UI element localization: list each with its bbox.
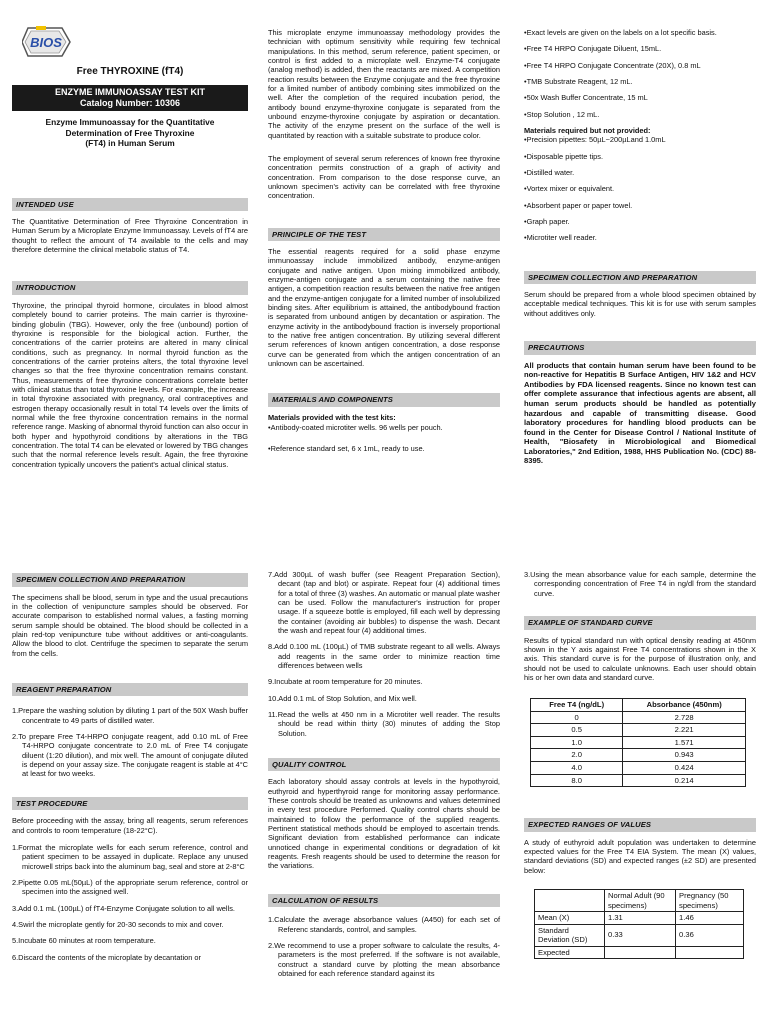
required-item: •Vortex mixer or equivalent. xyxy=(524,184,615,194)
test-step: 10.Add 0.1 mL of Stop Solution, and Mix well. xyxy=(268,693,417,703)
table-cell: 0 xyxy=(531,711,623,724)
table-cell: 1.0 xyxy=(531,736,623,749)
reagent-step: 1.Prepare the washing solution by diluting 1 part of the 50X Wash buffer concentrate to 49 parts of distilled water. xyxy=(12,706,248,725)
intended-use-heading: INTENDED USE xyxy=(12,198,248,212)
document-subtitle xyxy=(12,117,248,149)
required-item: •Distilled water. xyxy=(524,167,575,177)
test-intro: Before proceeding with the assay, bring all reagents, serum references and controls to room temperature (18-22°C). xyxy=(12,816,248,835)
test-step: 9.Incubate at room temperature for 20 minutes. xyxy=(268,677,423,687)
test-step: 6.Discard the contents of the microplate by decantation or xyxy=(12,952,201,962)
precautions-text: All products that contain human serum have been found to be non-reactive for Hepatitis B Surface Antigen, HIV 1&2 and HCV Antibodies by FDA licensed reagents. Since no known test can offer complete assurance that infectious agents are absent, all human serum products should be handled as potentially hazardous and capable of transmitting disease. Good laboratory procedures for handling blood products can be found in the Center for Disease Control / National Institute of Health, "Biosafety in Microbiological and Biomedical Laboratories," 2nd Edition, 1988, HHS Publication No. (CDC) 88-8395. xyxy=(524,360,756,466)
precautions-heading: PRECAUTIONS xyxy=(524,341,756,355)
table-cell: 0.36 xyxy=(676,924,744,946)
table-cell: 2.0 xyxy=(531,749,623,762)
materials-item: •Reference standard set, 6 x 1mL, ready to use. xyxy=(268,443,425,453)
table-cell: 8.0 xyxy=(531,774,623,787)
calculation-step: 3.Using the mean absorbance value for each sample, determine the corresponding concentration of Free T4 in ng/dl from the standard curve. xyxy=(524,570,756,598)
page1-column-2 xyxy=(268,28,500,460)
test-step: 11.Read the wells at 450 nm in a Microtiter well reader. The results should be read within thirty (30) minutes of adding the Stop Solution. xyxy=(268,709,500,738)
logo-text: BIOS xyxy=(30,35,62,50)
test-step: 7.Add 300µL of wash buffer (see Reagent Preparation Section), decant (tap and blot) or aspirate. Repeat four (4) additional times for a total of three (3) washes. An automatic or manual plate washer can be used. Follow the manufacturer's instruction for proper usage. If a squeeze bottle is employed, fill each well by depressing the container (avoiding air bubbles) to dispense the wash. Decant the wash and repeat four (4) additional times. xyxy=(268,570,500,635)
materials-heading: MATERIALS AND COMPONENTS xyxy=(268,393,500,407)
page1-column-1 xyxy=(12,22,248,473)
component-item: •50x Wash Buffer Concentrate, 15 mL xyxy=(524,93,648,103)
table-cell: 0.5 xyxy=(531,724,623,737)
specimen-heading-2: SPECIMEN COLLECTION AND PREPARATION xyxy=(12,573,248,587)
table-header-cell: Free T4 (ng/dL) xyxy=(531,699,623,712)
table-cell: 1.31 xyxy=(605,912,676,925)
page2-column-3 xyxy=(524,570,756,959)
table-cell xyxy=(676,946,744,959)
example-curve-heading: EXAMPLE OF STANDARD CURVE xyxy=(524,616,756,630)
specimen-text-2: The specimens shall be blood, serum in type and the usual precautions in the collection of venipuncture samples should be observed. For accurate comparison to established normal values, a fasting morning serum sample should be obtained. The blood should be collected in a plain red-top venipuncture tube without additives or anti-coagulants. Allow the blood to clot. Centrifuge the specimen to separate the serum from the cells. xyxy=(12,592,248,658)
test-step: 1.Format the microplate wells for each serum reference, control and patient specimen to be assayed in duplicate. Replace any unused microwell strips back into the aluminum bag, seal and store at 2-8°C xyxy=(12,842,248,871)
quality-control-text: Each laboratory should assay controls at levels in the hypothyroid, euthyroid and hyperthyroid range for monitoring assay performance. These controls should be treated as unknowns and values determined in every test procedure Performed. Quality control charts should be maintained to follow the performance of the supplied reagents. Pertinent statistical methods should be employed to ascertain trends. Significant deviation from established performance can indicate unnoticed change in experimental conditions or degradation of kit reagents. Fresh reagents should be used to determine the reason for the variations. xyxy=(268,777,500,871)
component-item: •Stop Solution , 12 mL. xyxy=(524,109,600,119)
table-cell: Mean (X) xyxy=(535,912,605,925)
subtitle-line-3: (FT4) in Human Serum xyxy=(85,138,175,149)
page2-column-1 xyxy=(12,566,248,969)
method-text: This microplate enzyme immunoassay methodology provides the technician with optimum sensitivity while requiring few technical manipulations. In this method, serum reference, patient specimen, or control is first added to a microplate well. Enzyme-T4 conjugate (analog method) is added, then the reactants are mixed. A competition reaction results between the Enzyme conjugate and the free thyroxine for a limited number of antibody combining sites immobilized on the well. After the completion of the required incubation period, the antibody bound enzyme-thyroxine conjugate is separated from the unbound enzyme-thyroxine conjugate by aspiration or decantation. The activity of the enzyme present on the surface of the well is quantitated by reaction with a suitable substrate to produce color. xyxy=(268,28,500,140)
table-header-cell: Absorbance (450nm) xyxy=(623,699,746,712)
table-row xyxy=(531,749,746,762)
materials-item: •Antibody-coated microtiter wells. 96 wells per pouch. xyxy=(268,423,443,433)
bios-logo-icon xyxy=(22,25,74,59)
product-title: Free THYROXINE (fT4) xyxy=(76,66,184,77)
kit-line-1: ENZYME IMMUNOASSAY TEST KIT xyxy=(54,86,206,97)
standard-curve-text: The employment of several serum references of known free thyroxine concentration permits construction of a graph of activity and concentration. From comparison to the dose response curve, an unknown specimen's activity can be correlated with free thyroxine concentration. xyxy=(268,153,500,201)
required-item: •Disposable pipette tips. xyxy=(524,151,604,161)
subtitle-line-1: Enzyme Immunoassay for the Quantitative xyxy=(45,117,215,128)
calculation-heading: CALCULATION OF RESULTS xyxy=(268,894,500,908)
table-cell: 4.0 xyxy=(531,762,623,775)
table-cell: 2.728 xyxy=(623,711,746,724)
quality-control-heading: QUALITY CONTROL xyxy=(268,758,500,772)
subtitle-line-2: Determination of Free Thyroxine xyxy=(65,127,195,138)
test-step: 5.Incubate 60 minutes at room temperature. xyxy=(12,936,156,946)
table-header-cell xyxy=(535,890,605,912)
test-step: 2.Pipette 0.05 mL(50µL) of the appropriate serum reference, control or specimen into the assigned well. xyxy=(12,877,248,897)
specimen-heading: SPECIMEN COLLECTION AND PREPARATION xyxy=(524,271,756,285)
table-row xyxy=(535,924,744,946)
component-item: •TMB Substrate Reagent, 12 mL. xyxy=(524,76,633,86)
table-cell: 0.214 xyxy=(623,774,746,787)
required-item: •Graph paper. xyxy=(524,216,570,226)
expected-ranges-text: A study of euthyroid adult population was undertaken to determine expected values for the Free T4 EIA System. The mean (X) values, standard deviations (SD) and expected ranges (±2 SD) are presented below: xyxy=(524,837,756,875)
test-step: 8.Add 0.100 mL (100µL) of TMB substrate regeant to all wells. Always add reagents in the same order to minimize reaction time differences between wells xyxy=(268,642,500,670)
table-cell: 1.571 xyxy=(623,736,746,749)
table-header-cell: Normal Adult (90 specimens) xyxy=(605,890,676,912)
test-step: 4.Swirl the microplate gently for 20-30 seconds to mix and cover. xyxy=(12,919,224,929)
required-materials-label: Materials required but not provided: xyxy=(524,125,651,135)
table-row xyxy=(531,724,746,737)
table-row xyxy=(531,736,746,749)
example-curve-text: Results of typical standard run with optical density reading at 450nm shown in the Y axis against Free T4 concentrations shown in the X axis. This standard curve is for the purpose of illustration only, and should not be used to calculate unknowns. Each user should obtain his or her own data and standard curve. xyxy=(524,635,756,682)
expected-ranges-table xyxy=(534,889,744,959)
table-row xyxy=(535,912,744,925)
page2-column-2 xyxy=(268,570,500,985)
standard-curve-table xyxy=(530,698,746,787)
page1-column-3 xyxy=(524,28,756,470)
component-item: •Exact levels are given on the labels on a lot specific basis. xyxy=(524,28,717,37)
required-item: •Precision pipettes: 50µL~200µLand 1.0mL xyxy=(524,135,666,145)
required-item: •Microtiter well reader. xyxy=(524,233,597,243)
materials-provided-label: Materials provided with the test kits: xyxy=(268,412,396,422)
bios-logo xyxy=(22,24,248,60)
calculation-step: 2.We recommend to use a proper software to calculate the results, 4-parameters is the most preferred. If the software is not available, construct a standard curve by plotting the mean absorbance obtained for each reference standard against its xyxy=(268,940,500,978)
component-item: •Free T4 HRPO Conjugate Concentrate (20X), 0.8 mL xyxy=(524,60,701,70)
table-cell: 0.424 xyxy=(623,762,746,775)
table-row xyxy=(531,774,746,787)
table-cell: 2.221 xyxy=(623,724,746,737)
table-cell: Standard Deviation (SD) xyxy=(535,924,605,946)
introduction-heading: INTRODUCTION xyxy=(12,281,248,295)
test-procedure-heading: TEST PROCEDURE xyxy=(12,797,248,811)
required-item: •Absorbent paper or paper towel. xyxy=(524,200,633,210)
table-cell: 0.943 xyxy=(623,749,746,762)
table-row xyxy=(531,762,746,775)
table-cell: Expected xyxy=(535,946,605,959)
component-item: •Free T4 HRPO Conjugate Diluent, 15mL. xyxy=(524,44,662,54)
principle-text: The essential reagents required for a solid phase enzyme immunoassay include immobilized antibody, enzyme-antigen conjugate and native antigen. Upon mixing immobilized antibody, enzyme-antigen conjugate and a serum containing the native free antigen, a competition reaction results between the native free antigen and the enzyme-antigen conjugate for a limited number of insolubilized binding sites. After equilibrium is attained, the antibodybound fraction is separated from unbound antigen by decantation or aspiration. The enzyme activity in the antibodybound fraction is inversely proportional to the native free antigen concentration. By utilizing several different serum references of known antigen concentration, a dose response curve can be generated from which the antigen concentration of an unknown can be ascertained. xyxy=(268,247,500,369)
expected-ranges-heading: EXPECTED RANGES OF VALUES xyxy=(524,818,756,832)
table-row xyxy=(535,946,744,959)
reagent-heading: REAGENT PREPARATION xyxy=(12,683,248,697)
table-cell xyxy=(605,946,676,959)
table-header-cell: Pregnancy (50 specimens) xyxy=(676,890,744,912)
intended-use-text: The Quantitative Determination of Free Thyroxine Concentration in Human Serum by a Microplate Enzyme Immunoassay. Levels of fT4 are thought to reflect the amount of T4 available to the cells and may therefore determine the clinical metabolic status of T4. xyxy=(12,217,248,255)
table-row xyxy=(531,711,746,724)
introduction-text: Thyroxine, the principal thyroid hormone, circulates in blood almost completely bound to carrier proteins. The main carrier is thyroxine-binding globulin (TBG). However, only the free (unbound) portion of thyroxine is responsible for the biological action. Further, the concentrations of the carrier proteins are altered in many clinical conditions, such as pregnancy. In normal thyroid function as the concentrations of the carrier proteins alters, the total thyroxine level changes so that the free thyroxine concentration remains constant. Thus, measurements of free thyroxine concentrations correlate better with clinical status than total thyroxine levels. For example, the increase in total thyroxine associated with pregnancy, oral contraceptives and estrogen therapy occasionally result in total T4 levels over the limits of normal while the free thyroxine concentration remains in the normal reference range. Masking of abnormal thyroid function can also occur in both hyper and hypothyroid conditions by alterations in the TBG concentration. The total T4 can be elevated or lowered by TBG changes such that the normal reference levels result. Again, the free thyroxine concentration typically uncovers the patient's actual clinical status. xyxy=(12,301,248,469)
kit-banner xyxy=(12,85,248,112)
reagent-step: 2.To prepare Free T4-HRPO conjugate reagent, add 0.10 mL of Free T4-HRPO conjugate concentrate to 2.0 mL of Free T4 conjugate diluent (1:20 dilution), and mix well. The amount of conjugate diluted is depend on your assay size. The conjugate reagent is stable at 4°C at least for two weeks. xyxy=(12,732,248,779)
principle-heading: PRINCIPLE OF THE TEST xyxy=(268,228,500,242)
specimen-text: Serum should be prepared from a whole blood specimen obtained by acceptable medical techniques. This kit is for use with serum samples without additives only. xyxy=(524,290,756,318)
catalog-number: Catalog Number: 10306 xyxy=(79,97,181,108)
table-cell: 0.33 xyxy=(605,924,676,946)
table-header-row xyxy=(531,699,746,712)
table-cell: 1.46 xyxy=(676,912,744,925)
table-header-row xyxy=(535,890,744,912)
calculation-step: 1.Calculate the average absorbance values (A450) for each set of Referenc standards, control, and samples. xyxy=(268,915,500,934)
test-step: 3.Add 0.1 mL (100µL) of fT4-Enzyme Conjugate solution to all wells. xyxy=(12,903,235,913)
